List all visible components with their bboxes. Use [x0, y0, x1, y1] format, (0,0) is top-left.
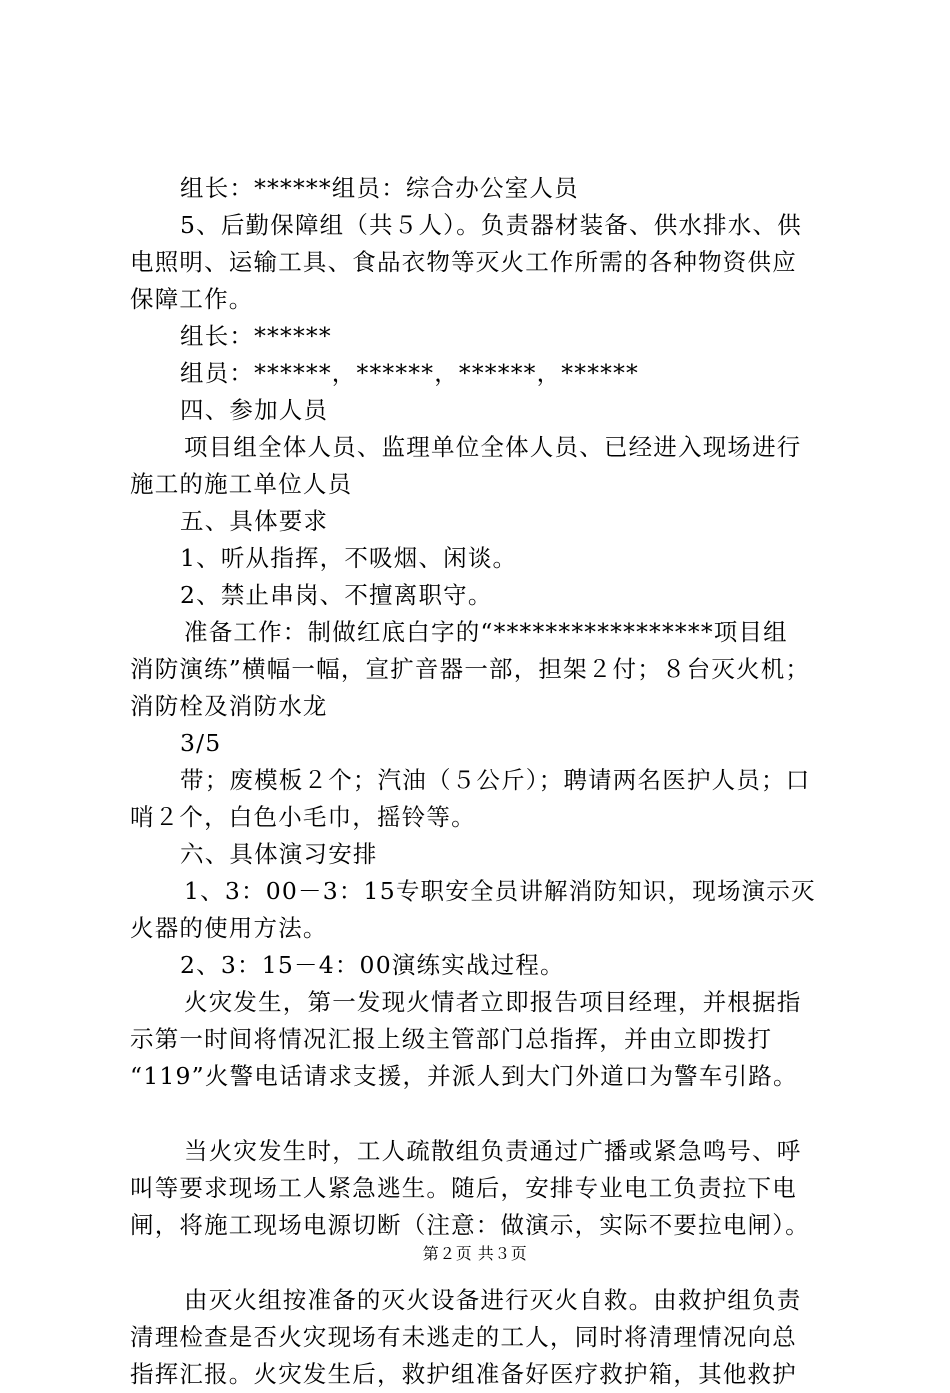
- text-line: 保障工作。: [130, 285, 254, 313]
- text-line: 项目组全体人员、监理单位全体人员、已经进入现场进行: [184, 433, 802, 461]
- text-line: 1、听从指挥，不吸烟、闲谈。: [180, 544, 518, 572]
- text-line: 示第一时间将情况汇报上级主管部门总指挥，并由立即拨打: [130, 1025, 773, 1053]
- text-line: 准备工作：制做红底白字的“*****************项目组: [184, 618, 788, 646]
- text-line: 组长：******: [180, 322, 332, 350]
- text-line: 火器的使用方法。: [130, 914, 328, 942]
- paragraph-gap: [130, 1095, 830, 1133]
- text-line: 施工的施工单位人员: [130, 470, 353, 498]
- text-line: 2、3：15－4：00演练实战过程。: [180, 951, 565, 979]
- section-heading: 六、具体演习安排: [180, 840, 378, 868]
- text-line: 当火灾发生时，工人疏散组负责通过广播或紧急鸣号、呼: [184, 1137, 802, 1165]
- text-line: 闸，将施工现场电源切断（注意：做演示，实际不要拉电闸）。: [130, 1211, 810, 1239]
- text-line: 组长：******组员：综合办公室人员: [180, 174, 579, 202]
- text-line: 带；废模板２个；汽油（５公斤）；聘请两名医护人员；口: [180, 766, 811, 794]
- page-marker: 3/5: [180, 729, 222, 757]
- page-footer: 第２页 共３页: [422, 1244, 528, 1263]
- text-line: 2、禁止串岗、不擅离职守。: [180, 581, 493, 609]
- text-line: 由灭火组按准备的灭火设备进行灭火自救。由救护组负责: [184, 1286, 802, 1314]
- text-line: 5、后勤保障组（共５人）。负责器材装备、供水排水、供: [180, 211, 802, 239]
- section-heading: 五、具体要求: [180, 507, 329, 535]
- text-line: 组员：******，******，******，******: [180, 359, 639, 387]
- text-line: 消防演练”横幅一幅，宣扩音器一部，担架２付；８台灭火机；: [130, 655, 811, 683]
- document-body: [130, 170, 830, 1393]
- text-line: 火灾发生，第一发现火情者立即报告项目经理，并根据指: [184, 988, 802, 1016]
- text-line: 1、3：00－3：15专职安全员讲解消防知识，现场演示灭: [184, 877, 816, 905]
- section-heading: 四、参加人员: [180, 396, 329, 424]
- text-line: 指挥汇报。火灾发生后，救护组准备好医疗救护箱，其他救护: [130, 1360, 797, 1388]
- text-line: 清理检查是否火灾现场有未逃走的工人，同时将清理情况向总: [130, 1323, 797, 1351]
- text-line: 消防栓及消防水龙: [130, 692, 328, 720]
- text-line: 哨２个，白色小毛巾，摇铃等。: [130, 803, 476, 831]
- text-line: 叫等要求现场工人紧急逃生。随后，安排专业电工负责拉下电: [130, 1174, 797, 1202]
- text-line: 电照明、运输工具、食品衣物等灭火工作所需的各种物资供应: [130, 248, 797, 276]
- text-line: “119”火警电话请求支援，并派人到大门外道口为警车引路。: [130, 1062, 798, 1090]
